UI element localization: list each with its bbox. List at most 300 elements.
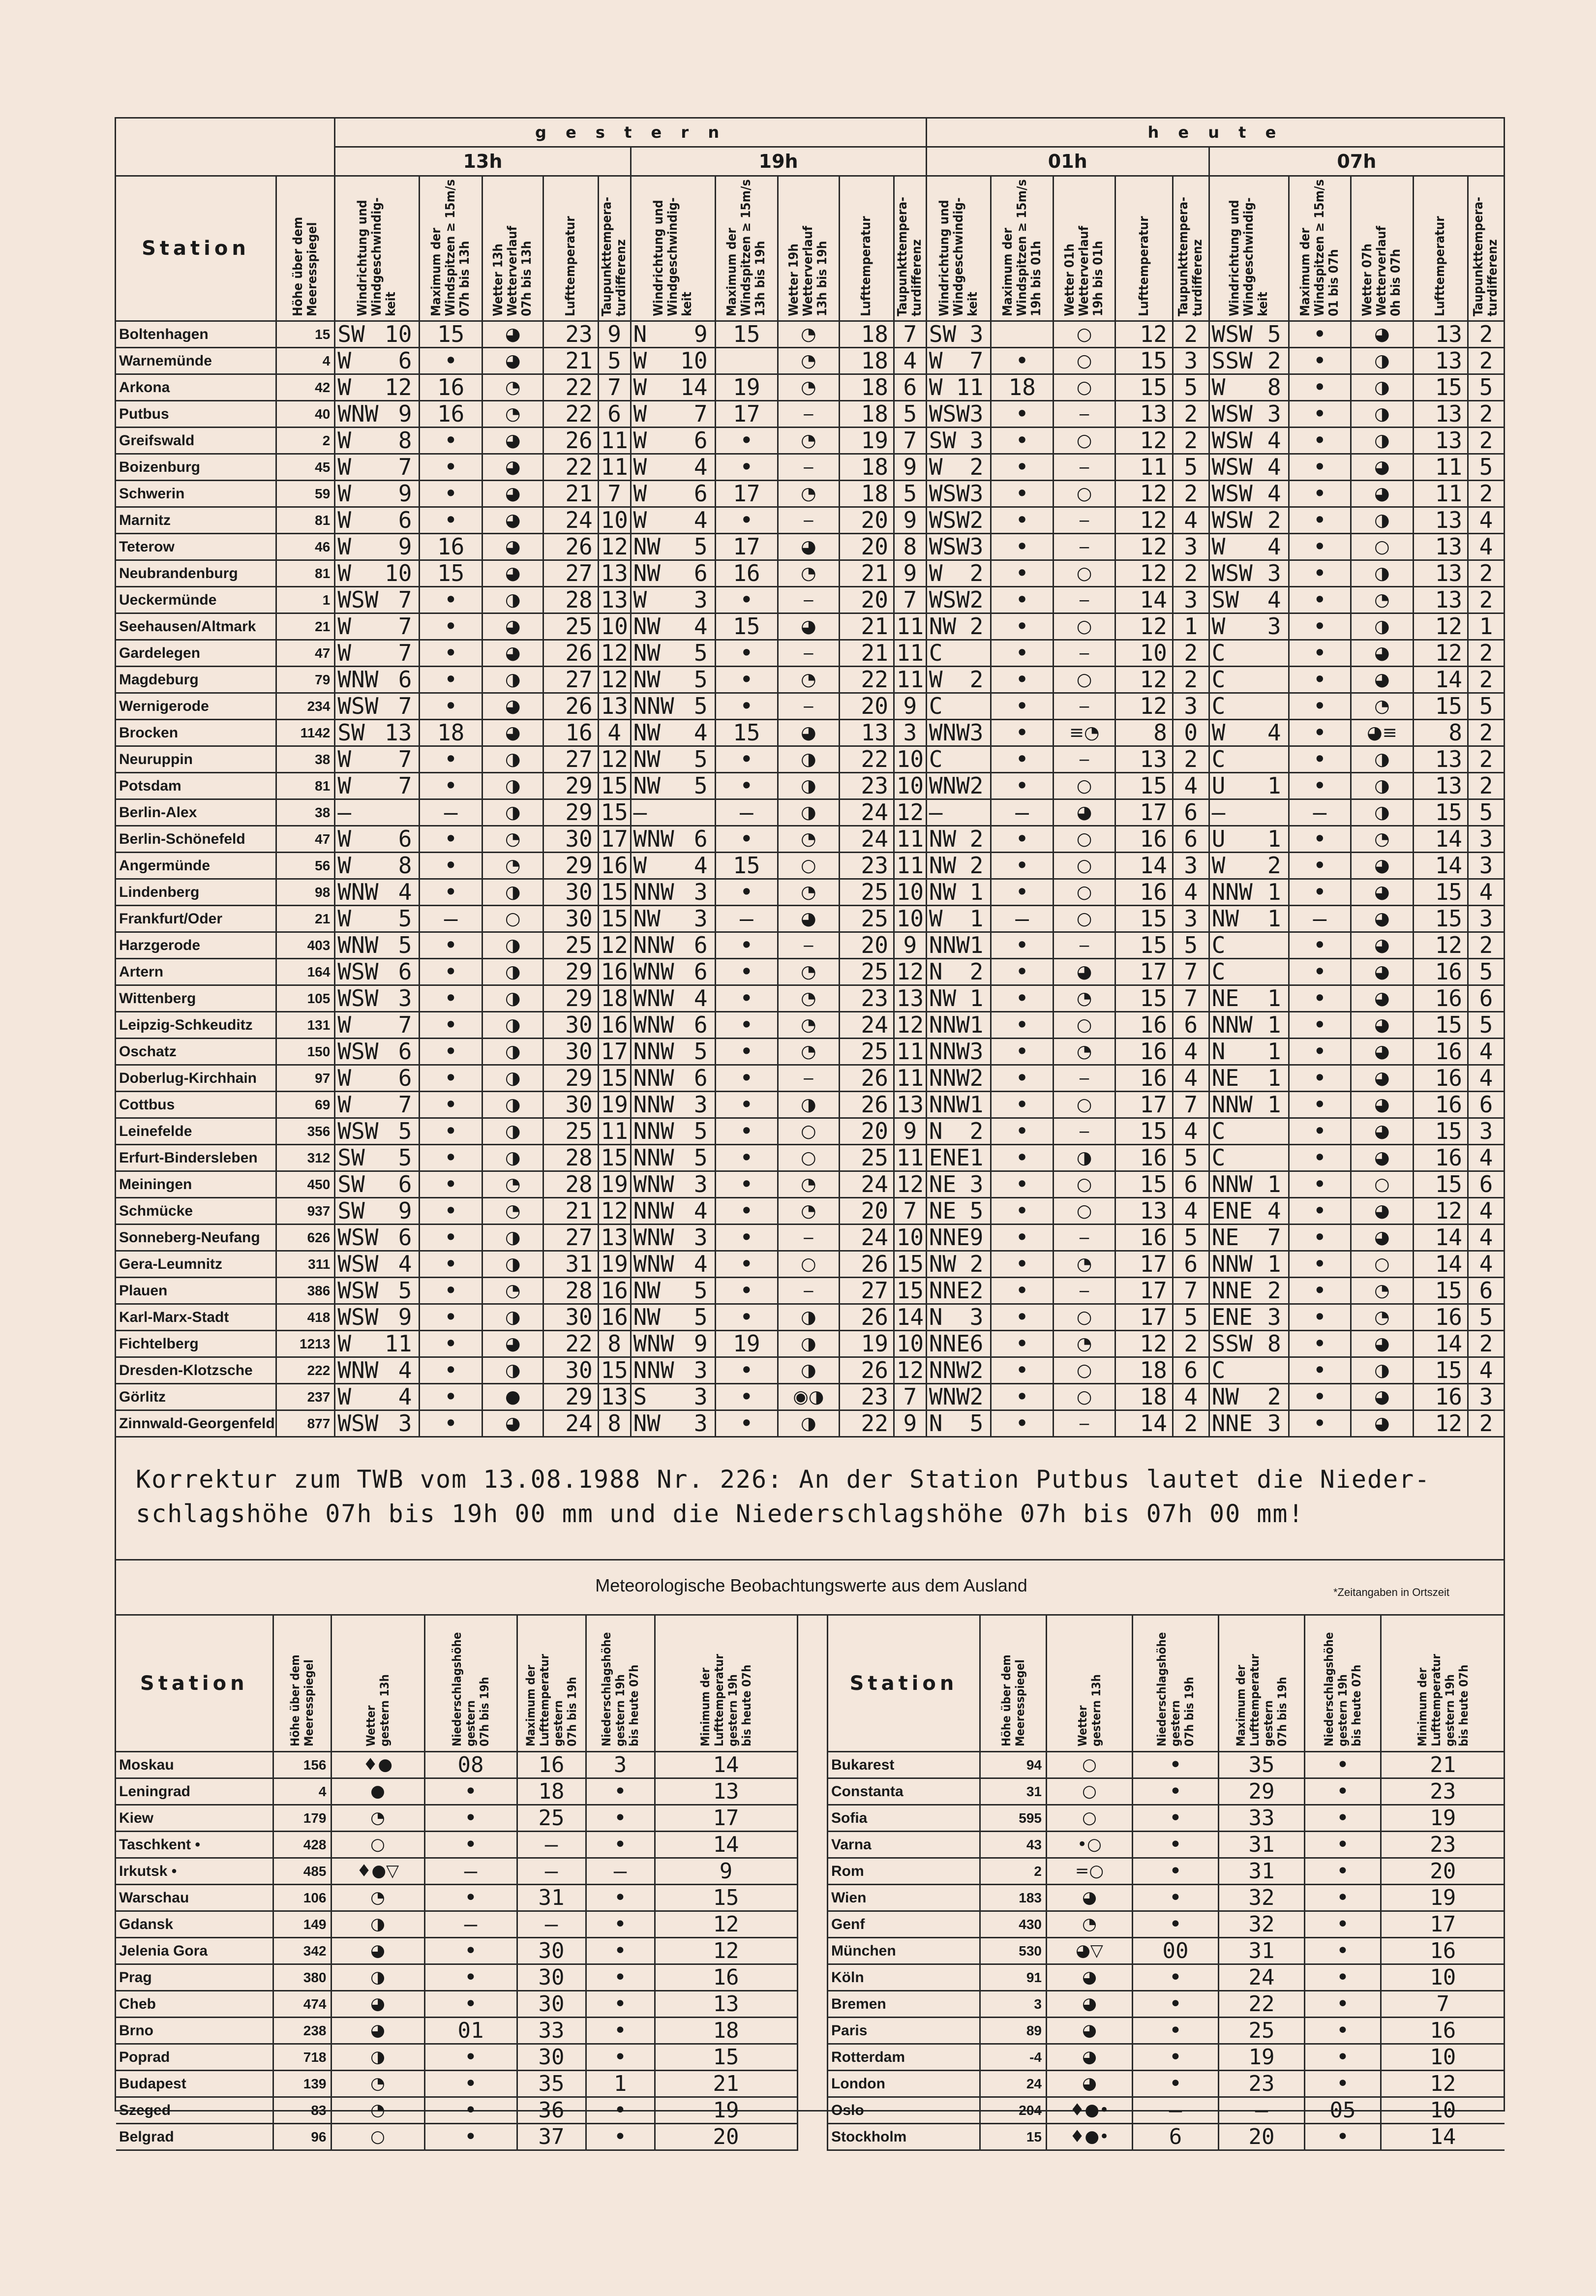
gust-max: •	[991, 534, 1054, 560]
air-temperature: 20	[839, 1198, 894, 1225]
dewpoint-difference: 3	[1468, 906, 1504, 932]
wind-direction: W	[633, 400, 647, 427]
gust-max: 15	[715, 321, 778, 348]
dewpoint-difference: 12	[598, 1198, 631, 1225]
dewpoint-difference: 5	[1468, 1304, 1504, 1331]
wind-direction: NW	[929, 985, 957, 1011]
air-temperature: 13	[1413, 534, 1468, 560]
station-altitude: 595	[980, 1805, 1047, 1832]
wind-speed: 2	[969, 772, 984, 799]
wind-speed: 1	[969, 932, 984, 958]
wind-speed: 2	[969, 1357, 984, 1383]
station-row	[116, 401, 1505, 428]
gust-max: •	[715, 693, 778, 720]
dewpoint-difference: 7	[1173, 959, 1209, 985]
air-temperature: 16	[1413, 1039, 1468, 1065]
weather-symbol: ◕	[1351, 1118, 1414, 1145]
gust-max: •	[715, 1278, 778, 1304]
weather-symbol: ◕	[1053, 799, 1115, 826]
weather-symbol: ○	[1053, 374, 1115, 401]
air-temperature: 15	[1413, 1357, 1468, 1384]
header-01h-col-3: Lufttemperatur	[1115, 176, 1173, 321]
wind-speed: 3	[693, 905, 708, 932]
foreign-row	[116, 1778, 797, 1805]
dewpoint-difference: 3	[894, 720, 926, 746]
header-19h: 19h	[631, 147, 926, 176]
dewpoint-difference: 11	[894, 1039, 926, 1065]
air-temperature: 14	[1413, 667, 1468, 693]
wind-cell	[335, 587, 420, 613]
wind-cell	[631, 1118, 715, 1145]
wind-speed: 8	[1267, 374, 1281, 400]
dewpoint-difference: 6	[1468, 1278, 1504, 1304]
weather-symbol: ◕	[1351, 1198, 1414, 1225]
corner-blank	[116, 118, 335, 176]
precip-day: 08	[424, 1752, 517, 1778]
dewpoint-difference: 2	[1468, 428, 1504, 454]
wind-direction: NNW	[633, 1065, 674, 1091]
air-temperature: 16	[1115, 1225, 1173, 1251]
wind-direction: SW	[337, 1197, 365, 1224]
dewpoint-difference: 2	[1173, 1410, 1209, 1437]
gust-max: •	[420, 1171, 482, 1198]
air-temperature: 12	[1413, 1198, 1468, 1225]
station-altitude: 149	[273, 1911, 331, 1938]
precip-day: •	[1133, 1991, 1219, 2018]
station-name: Fichtelberg	[116, 1331, 276, 1357]
dewpoint-difference: 12	[598, 667, 631, 693]
station-row	[116, 1357, 1505, 1384]
foreign-row	[828, 1991, 1505, 2018]
wind-cell	[1209, 454, 1289, 481]
weather-symbol: ◔	[482, 401, 543, 428]
wind-direction: NNW	[633, 879, 674, 905]
air-temperature: 13	[1413, 348, 1468, 374]
wind-speed: 3	[1267, 613, 1281, 640]
air-temperature: 16	[1115, 1145, 1173, 1171]
dewpoint-difference: 5	[894, 481, 926, 507]
weather-symbol: ○	[778, 1145, 839, 1171]
precip-day: •	[424, 2071, 517, 2097]
weather-symbol: ◔	[331, 1885, 424, 1911]
wind-speed: 7	[398, 1011, 412, 1038]
header-station: Station	[116, 176, 276, 321]
wind-cell	[926, 560, 991, 587]
wind-direction: WSW	[929, 507, 970, 533]
wind-speed: 3	[398, 1410, 412, 1437]
air-temperature: 22	[839, 1410, 894, 1437]
local-time-note: *Zeitangaben in Ortszeit	[1333, 1586, 1449, 1598]
header-01h-col-2: Wetter 01h Wetterverlauf 19h bis 01h	[1053, 176, 1115, 321]
wind-direction: W	[633, 852, 647, 879]
weather-symbol: ◑	[482, 1092, 543, 1118]
wind-cell	[1209, 1304, 1289, 1331]
wind-speed: 2	[969, 958, 984, 985]
dewpoint-difference: 4	[1468, 1251, 1504, 1278]
gust-max: •	[991, 507, 1054, 534]
wind-cell	[926, 853, 991, 879]
gust-max: 19	[715, 1331, 778, 1357]
wind-speed: 4	[693, 454, 708, 480]
air-temperature: 15	[1115, 348, 1173, 374]
wind-direction: NNW	[633, 693, 674, 719]
air-temperature: 15	[1413, 879, 1468, 906]
air-temperature: 16	[1413, 1092, 1468, 1118]
air-temperature: 15	[1413, 799, 1468, 826]
wind-speed: 4	[1267, 1197, 1281, 1224]
station-row	[116, 826, 1505, 853]
wind-cell	[926, 720, 991, 746]
wind-direction: NW	[1211, 905, 1239, 932]
wind-direction: WSW	[337, 1277, 379, 1304]
wind-cell	[1209, 773, 1289, 799]
wind-cell	[631, 826, 715, 853]
weather-symbol: ○	[1053, 321, 1115, 348]
weather-symbol: ◑	[1351, 348, 1414, 374]
precip-night: •	[1305, 1964, 1381, 1991]
station-name: Görlitz	[116, 1384, 276, 1410]
station-altitude: 342	[273, 1938, 331, 1964]
station-altitude: 428	[273, 1832, 331, 1858]
dewpoint-difference: 12	[598, 932, 631, 959]
temp-max: 31	[1219, 1832, 1305, 1858]
wind-direction: WNW	[633, 826, 674, 852]
gust-max: •	[1289, 879, 1351, 906]
gust-max: •	[1289, 773, 1351, 799]
dewpoint-difference: 8	[598, 1410, 631, 1437]
gust-max: 15	[420, 560, 482, 587]
station-altitude: 156	[273, 1752, 331, 1778]
gust-max: •	[420, 1012, 482, 1039]
station-name: Frankfurt/Oder	[116, 906, 276, 932]
wind-cell	[926, 481, 991, 507]
air-temperature: 21	[839, 613, 894, 640]
gust-max: •	[1289, 1278, 1351, 1304]
dewpoint-difference: 11	[894, 853, 926, 879]
wind-speed: 6	[693, 826, 708, 852]
gust-max: •	[1289, 1092, 1351, 1118]
wind-cell	[1209, 853, 1289, 879]
dewpoint-difference: 11	[894, 667, 926, 693]
weather-symbol: ○	[1053, 481, 1115, 507]
station-row	[116, 1410, 1505, 1437]
dewpoint-difference: 4	[1173, 1118, 1209, 1145]
gust-max: •	[991, 401, 1054, 428]
gust-max: •	[1289, 1171, 1351, 1198]
wind-speed: 3	[693, 1383, 708, 1410]
dewpoint-difference: 5	[1468, 374, 1504, 401]
wind-speed: 9	[398, 1197, 412, 1224]
temp-min: 13	[655, 1778, 797, 1805]
wind-direction: NE	[1211, 1065, 1239, 1091]
dewpoint-difference: 10	[894, 1225, 926, 1251]
wind-speed: 1	[969, 879, 984, 905]
weather-symbol: ○	[778, 1118, 839, 1145]
station-name: Neubrandenburg	[116, 560, 276, 587]
gust-max: •	[1289, 1012, 1351, 1039]
gust-max: •	[991, 1331, 1054, 1357]
air-temperature: 13	[1413, 401, 1468, 428]
station-name: Berlin-Alex	[116, 799, 276, 826]
wind-direction: WSW	[929, 480, 970, 507]
weather-symbol: ◕	[482, 640, 543, 667]
gust-max: ‒	[1289, 799, 1351, 826]
air-temperature: 14	[1115, 1410, 1173, 1437]
temp-min: 23	[1381, 1778, 1505, 1805]
gust-max: ‒	[991, 906, 1054, 932]
station-name: Taschkent •	[116, 1832, 273, 1858]
weather-symbol: ◕	[1351, 1384, 1414, 1410]
wind-cell	[926, 1331, 991, 1357]
weather-symbol: ◑	[482, 1225, 543, 1251]
air-temperature: 12	[1115, 534, 1173, 560]
gust-max: •	[420, 773, 482, 799]
weather-symbol: ◑	[1351, 773, 1414, 799]
foreign-header-0: Station	[828, 1616, 980, 1752]
wind-cell	[335, 454, 420, 481]
station-name: Wien	[828, 1885, 980, 1911]
wind-direction: NW	[633, 1410, 661, 1437]
weather-symbol: ‒	[1053, 507, 1115, 534]
dewpoint-difference: 3	[1468, 826, 1504, 853]
gust-max: •	[991, 746, 1054, 773]
weather-symbol: ◕	[1351, 481, 1414, 507]
temp-min: 12	[1381, 2071, 1505, 2097]
dewpoint-difference: 12	[894, 1357, 926, 1384]
precip-night: •	[586, 1964, 655, 1991]
gust-max: •	[420, 746, 482, 773]
wind-direction: W	[337, 427, 352, 454]
gust-max: •	[715, 1065, 778, 1092]
gust-max: •	[715, 959, 778, 985]
air-temperature: 21	[839, 640, 894, 667]
gust-max: •	[715, 428, 778, 454]
wind-direction: WSW	[337, 1410, 379, 1437]
wind-speed: 2	[1267, 1277, 1281, 1304]
wind-direction: SW	[337, 321, 365, 347]
gust-max: •	[420, 826, 482, 853]
wind-cell	[926, 587, 991, 613]
temp-max: 31	[1219, 1938, 1305, 1964]
weather-symbol: ◑	[331, 1964, 424, 1991]
gust-max: •	[1289, 1251, 1351, 1278]
wind-cell	[1209, 534, 1289, 560]
air-temperature: 30	[543, 1092, 598, 1118]
weather-symbol: ○	[1047, 1752, 1133, 1778]
wind-speed: 5	[693, 1277, 708, 1304]
dewpoint-difference: 2	[1173, 401, 1209, 428]
gust-max: •	[1289, 640, 1351, 667]
air-temperature: 15	[1413, 693, 1468, 720]
station-name: Stockholm	[828, 2124, 980, 2150]
wind-speed: 3	[693, 1357, 708, 1383]
dewpoint-difference: 10	[598, 613, 631, 640]
weather-symbol: ‒	[778, 693, 839, 720]
weather-symbol: ○	[778, 853, 839, 879]
wind-cell	[335, 507, 420, 534]
air-temperature: 26	[839, 1251, 894, 1278]
weather-symbol: ◑	[1351, 1357, 1414, 1384]
station-altitude: 3	[980, 1991, 1047, 2018]
gust-max: •	[991, 613, 1054, 640]
wind-speed: 1	[1267, 905, 1281, 932]
wind-direction: W	[929, 666, 943, 693]
wind-cell	[631, 1304, 715, 1331]
air-temperature: 15	[1413, 374, 1468, 401]
wind-cell	[335, 799, 420, 826]
temp-max: 25	[517, 1805, 586, 1832]
dewpoint-difference: 2	[1468, 321, 1504, 348]
station-name: Artern	[116, 959, 276, 985]
air-temperature: 30	[543, 1012, 598, 1039]
header-19h-col-4: Taupunkttempera- turdifferenz	[894, 176, 926, 321]
station-altitude: 2	[980, 1858, 1047, 1885]
air-temperature: 14	[1413, 1331, 1468, 1357]
air-temperature: 23	[839, 1384, 894, 1410]
dewpoint-difference: 9	[894, 1410, 926, 1437]
foreign-row	[116, 2071, 797, 2097]
wind-direction: SSW	[1211, 347, 1253, 374]
temp-min: 23	[1381, 1832, 1505, 1858]
gust-max: •	[420, 1384, 482, 1410]
station-row	[116, 853, 1505, 879]
temp-min: 15	[655, 2044, 797, 2071]
wind-speed: 7	[1267, 1224, 1281, 1251]
wind-direction: WSW	[1211, 507, 1253, 533]
dewpoint-difference: 5	[1468, 454, 1504, 481]
weather-symbol: ◕	[1351, 985, 1414, 1012]
dewpoint-difference: 7	[894, 1384, 926, 1410]
wind-cell	[335, 1092, 420, 1118]
weather-symbol: ‒	[778, 507, 839, 534]
foreign-observations-section	[115, 1561, 1505, 2149]
wind-cell	[1209, 1278, 1289, 1304]
wind-cell	[631, 1065, 715, 1092]
wind-speed: 5	[969, 1197, 984, 1224]
wind-direction: NNW	[1211, 1011, 1253, 1038]
wind-cell	[335, 401, 420, 428]
wind-cell	[631, 879, 715, 906]
air-temperature: 24	[543, 507, 598, 534]
gust-max: •	[1289, 1410, 1351, 1437]
wind-cell	[1209, 348, 1289, 374]
air-temperature: 29	[543, 1065, 598, 1092]
air-temperature: 29	[543, 1384, 598, 1410]
weather-symbol: ◔	[482, 1171, 543, 1198]
weather-symbol: ◕≡	[1351, 720, 1414, 746]
station-name: Prag	[116, 1964, 273, 1991]
wind-direction: NNW	[633, 1038, 674, 1065]
station-name: Ueckermünde	[116, 587, 276, 613]
station-row	[116, 481, 1505, 507]
wind-cell	[631, 560, 715, 587]
dewpoint-difference: 4	[894, 348, 926, 374]
dewpoint-difference: 6	[1173, 826, 1209, 853]
wind-cell	[926, 1012, 991, 1039]
wind-direction: W	[929, 454, 943, 480]
station-name: Varna	[828, 1832, 980, 1858]
wind-cell	[926, 959, 991, 985]
weather-symbol: ‒	[1053, 932, 1115, 959]
wind-speed: 6	[398, 1038, 412, 1065]
gust-max: 16	[715, 560, 778, 587]
wind-speed: 2	[969, 507, 984, 533]
station-altitude: 877	[276, 1410, 334, 1437]
air-temperature: 12	[1115, 613, 1173, 640]
weather-symbol: ○	[1053, 906, 1115, 932]
foreign-row	[116, 2018, 797, 2044]
wind-speed: 13	[385, 719, 412, 746]
wind-direction: NE	[929, 1171, 957, 1197]
station-row	[116, 1384, 1505, 1410]
wind-speed: 2	[969, 1277, 984, 1304]
temp-min: 13	[655, 1991, 797, 2018]
weather-symbol: ♦●•	[1047, 2097, 1133, 2124]
wind-cell	[926, 1092, 991, 1118]
precip-night: •	[586, 1938, 655, 1964]
header-01h-col-4: Taupunkttempera- turdifferenz	[1173, 176, 1209, 321]
station-name: Angermünde	[116, 853, 276, 879]
air-temperature: 15	[1115, 773, 1173, 799]
weather-symbol: ◕	[1351, 640, 1414, 667]
gust-max: •	[991, 454, 1054, 481]
wind-speed: 3	[1267, 1304, 1281, 1330]
dewpoint-difference: 2	[1173, 640, 1209, 667]
weather-symbol: ‒	[1053, 454, 1115, 481]
temp-min: 18	[655, 2018, 797, 2044]
wind-direction: WNW	[929, 719, 970, 746]
wind-cell	[631, 1171, 715, 1198]
weather-symbol: ○	[1047, 1778, 1133, 1805]
station-row	[116, 1171, 1505, 1198]
dewpoint-difference: 7	[894, 587, 926, 613]
station-altitude: 81	[276, 560, 334, 587]
gust-max: 17	[715, 534, 778, 560]
air-temperature: 18	[1115, 1357, 1173, 1384]
weather-symbol: ◔	[331, 1805, 424, 1832]
dewpoint-difference: 3	[1173, 693, 1209, 720]
air-temperature: 30	[543, 1039, 598, 1065]
station-name: Marnitz	[116, 507, 276, 534]
gust-max: 16	[420, 534, 482, 560]
weather-symbol: ◔	[778, 1039, 839, 1065]
air-temperature: 12	[1115, 428, 1173, 454]
wind-speed: 9	[398, 533, 412, 560]
gust-max	[991, 321, 1054, 348]
precip-night: •	[1305, 1911, 1381, 1938]
wind-speed: 5	[398, 1277, 412, 1304]
station-altitude: 81	[276, 507, 334, 534]
wind-speed: 5	[693, 772, 708, 799]
wind-direction: S	[633, 1383, 647, 1410]
gust-max: •	[420, 667, 482, 693]
wind-cell	[1209, 906, 1289, 932]
wind-speed: 6	[693, 932, 708, 958]
weather-symbol: ◕	[482, 481, 543, 507]
air-temperature: 13	[1413, 507, 1468, 534]
dewpoint-difference: 6	[1173, 1357, 1209, 1384]
wind-direction: NW	[929, 826, 957, 852]
weather-symbol: ‒	[778, 640, 839, 667]
precip-day: 01	[424, 2018, 517, 2044]
foreign-row	[116, 2124, 797, 2150]
wind-cell	[335, 640, 420, 667]
wind-direction: C	[929, 746, 943, 772]
wind-cell	[1209, 507, 1289, 534]
weather-symbol: ◔	[778, 879, 839, 906]
wind-speed: 5	[693, 693, 708, 719]
air-temperature: 22	[839, 746, 894, 773]
